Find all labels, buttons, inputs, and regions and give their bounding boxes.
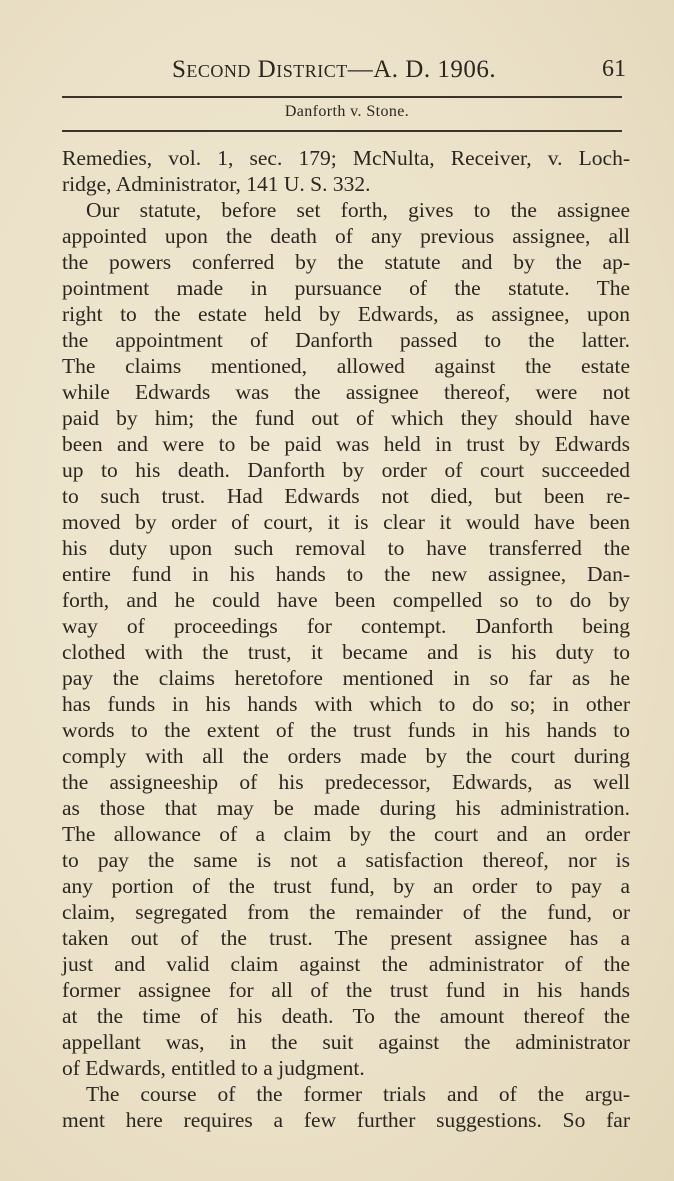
text-line: claim, segregated from the remainder of the fund, or <box>62 900 630 924</box>
text-line: Remedies, vol. 1, sec. 179; McNulta, Receiver, v. Loch- <box>62 146 630 170</box>
header-rule-top <box>62 96 622 98</box>
text-line: The allowance of a claim by the court and an order <box>62 822 630 846</box>
text-line: paid by him; the fund out of which they should have <box>62 406 630 430</box>
text-line: former assignee for all of the trust fund in his hands <box>62 978 630 1002</box>
text-line: the appointment of Danforth passed to the latter. <box>62 328 630 352</box>
header-rule-bottom <box>62 130 622 132</box>
text-line: the powers conferred by the statute and by the ap- <box>62 250 630 274</box>
text-line: of Edwards, entitled to a judgment. <box>62 1056 365 1080</box>
page-number: 61 <box>602 56 626 82</box>
text-line: appointed upon the death of any previous assignee, all <box>62 224 630 248</box>
running-head <box>60 56 630 88</box>
text-line: been and were to be paid was held in trust by Edwards <box>62 432 630 456</box>
text-line: moved by order of court, it is clear it would have been <box>62 510 630 534</box>
text-line: clothed with the trust, it became and is his duty to <box>62 640 630 664</box>
text-line: has funds in his hands with which to do so; in other <box>62 692 630 716</box>
text-line: to such trust. Had Edwards not died, but been re- <box>62 484 630 508</box>
text-line: his duty upon such removal to have transferred the <box>62 536 630 560</box>
text-line: the assigneeship of his predecessor, Edwards, as well <box>62 770 630 794</box>
text-line: words to the extent of the trust funds in his hands to <box>62 718 630 742</box>
text-line: appellant was, in the suit against the administrator <box>62 1030 630 1054</box>
text-line: as those that may be made during his administration. <box>62 796 630 820</box>
text-line: up to his death. Danforth by order of court succeeded <box>62 458 630 482</box>
text-line: while Edwards was the assignee thereof, were not <box>62 380 630 404</box>
text-line: any portion of the trust fund, by an order to pay a <box>62 874 630 898</box>
text-line: just and valid claim against the administrator of the <box>62 952 630 976</box>
text-line: The course of the former trials and of the argu- <box>86 1082 630 1106</box>
text-line: taken out of the trust. The present assignee has a <box>62 926 630 950</box>
text-line: comply with all the orders made by the court during <box>62 744 630 768</box>
text-line: Our statute, before set forth, gives to the assignee <box>86 198 630 222</box>
text-line: pointment made in pursuance of the statute. The <box>62 276 630 300</box>
text-line: right to the estate held by Edwards, as assignee, upon <box>62 302 630 326</box>
body-text <box>62 145 630 1133</box>
text-line: ridge, Administrator, 141 U. S. 332. <box>62 172 371 196</box>
text-line: pay the claims heretofore mentioned in so far as he <box>62 666 630 690</box>
text-line: forth, and he could have been compelled so to do by <box>62 588 630 612</box>
case-name: Danforth v. Stone. <box>284 103 410 120</box>
text-line: The claims mentioned, allowed against the estate <box>62 354 630 378</box>
text-line: ment here requires a few further suggestions. So far <box>62 1108 630 1132</box>
running-head-title: Second District—A. D. 1906. <box>172 56 497 83</box>
text-line: entire fund in his hands to the new assignee, Dan- <box>62 562 630 586</box>
text-line: to pay the same is not a satisfaction thereof, nor is <box>62 848 630 872</box>
text-line: way of proceedings for contempt. Danforth being <box>62 614 630 638</box>
text-line: at the time of his death. To the amount thereof the <box>62 1004 630 1028</box>
